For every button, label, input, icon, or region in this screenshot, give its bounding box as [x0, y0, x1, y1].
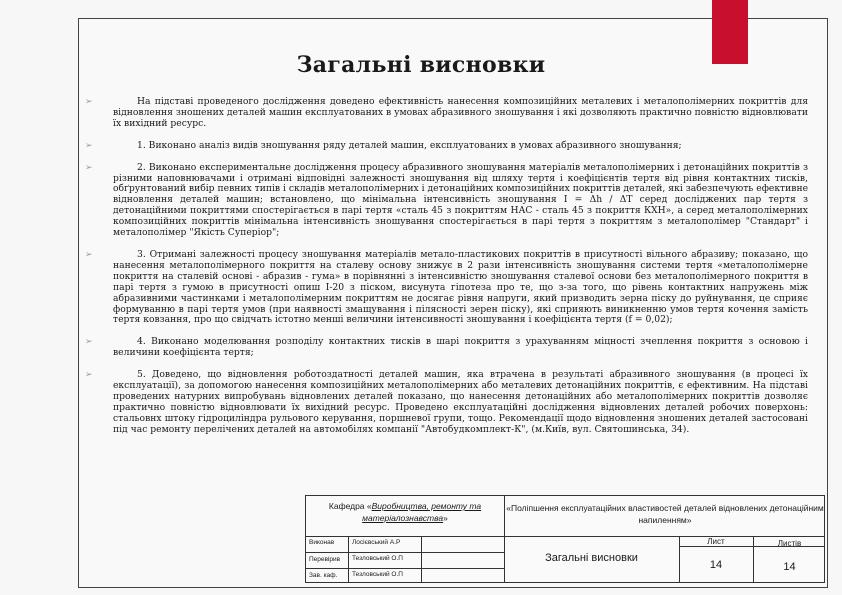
stamp-divider — [306, 568, 504, 569]
role-performed: Виконав — [309, 539, 335, 546]
paragraph-conclusion-5: ➢ 5. Доведено, що відновлення роботоздатності деталей машин, яка втрачена в результаті абразивного зношування (в процесі їх експлуатації), за допомогою нанесення композиційних металополімерних або металевих детонаційних покриттів, є ефективним. На підставі проведених натурних випробувань відновлених деталей показано, що нанесення детонаційних або металополімерних покриттів дозволяє практично повністю відновлювати їх вихідний ресурс. Проведено експлуатаційні дослідження відновлених деталей робочих поверхонь: стальовнх штоку гідроциліндра рульового керування, поршневої групи, тощо. Рекомендації щодо відновлення зношених деталей застосовані під час ремонту перелічених деталей на автомобілях компанії "Автобудкомплект-К", (м.Київ, вул. Святошинська, 34). — [85, 369, 808, 435]
bullet-icon: ➢ — [85, 249, 93, 260]
sheet-title: Загальні висновки — [545, 552, 638, 564]
name-checked: Тезловський О.П — [352, 555, 403, 562]
paragraph-conclusion-1: ➢ 1. Виконано аналіз видів зношування ряду деталей машин, експлуатованих в умовах абразивного зношування; — [85, 139, 682, 151]
project-title: «Поліпшення експлуатаційних властивостей деталей відновлених детонаційним напиленням» — [506, 503, 824, 525]
name-performed: Лосієвський А.Р — [352, 539, 401, 546]
paragraph-conclusion-4: ➢ 4. Виконано моделювання розподілу контактних тисків в шарі покриття з урахуванням міцності зчеплення покриття з основою і величини коефіцієнта тертя; — [85, 336, 808, 359]
role-checked: Перевірив — [309, 556, 341, 563]
paragraph-conclusion-2: ➢ 2. Виконано експериментальне дослідження процесу абразивного зношування матеріалів металополімерних і детонаційних покриттів з різними наповнювачами і отримані відповідні залежності зношування від шляху тертя і коефіцієнтів тертя від рівня контактних тисків, обґрунтований вибір певних типів і складів металополімерних і детонаційних композиційних покриттів деталей, які забезпечують ефективне відновлення деталей машин; встановлено, що мінімальна інтенсивність зношування І = Δh / ΔТ серед досліджених пар тертя з детонаційними покриттями спостерігається в парі тертя «сталь 45 з покриттям НАС - сталь 45 з покриття КХН», а серед металополімерних композиційних покриттів мінімальна інтенсивність зношування спостерігається в парі тертя з покриттям з металополімер "Стандарт" і металополімер "Якість Суперіор"; — [85, 161, 808, 239]
bullet-icon: ➢ — [85, 370, 93, 381]
page-title: Загальні висновки — [296, 52, 546, 78]
role-head: Зав. каф. — [309, 572, 338, 579]
bullet-icon: ➢ — [85, 97, 93, 107]
title-block-stamp — [305, 495, 825, 583]
bullet-icon: ➢ — [85, 162, 93, 173]
department-label: Кафедра «Виробництва, ремонту та матеріалознавства» — [328, 501, 482, 523]
sheet-number: 14 — [709, 559, 723, 571]
stamp-divider — [306, 552, 504, 553]
paragraph-intro: ➢ На підставі проведеного дослідження доведено ефективність нанесення композиційних металевих і металополімерних покриттів для відновлення зношених деталей машин експлуатованих в умовах абразивного зношування і які дозволяють практично повністю відновлювати їх вихідний ресурс. — [85, 96, 808, 129]
sheets-label: Листів — [777, 539, 802, 548]
name-head: Тезловський О.П — [352, 571, 403, 578]
bullet-icon: ➢ — [85, 337, 93, 348]
paragraph-conclusion-3: ➢ 3. Отримані залежності процесу зношування матеріалів метало-пластикових покриттів в присутності вільного абразиву; показано, що нанесення металополімерного покриття на сталеву основу знижує в 2 рази інтенсивність зношування системи тертя «металополімерне покриття на сталевій основі - абразив - гума» в порівнянні з інтенсивністю зношування сталевої основи без металополімерного покриття в парі тертя з гумою в присутності опиш І-20 з піском, висунута гіпотеза про те, що з-за того, що рівень контактних напружень між абразивними частинками і металополімерним покриттям не досягає рівня напруги, який призводить зерна піску до руйнування, це сприяє формуванню в парі тертя умов (при наявності змащування і пілясності зерен піску), які сприяють виникненню умов тертя кочення замість тертя ковзання, про що свідчать істотно менші величини інтенсивності зношування і коефіцієнта тертя (f = 0,02); — [85, 248, 808, 326]
sheet-label: Лист — [707, 537, 725, 546]
stamp-divider — [348, 536, 349, 582]
stamp-divider — [421, 536, 422, 582]
bullet-icon: ➢ — [85, 140, 93, 151]
department-name: Виробництва, ремонту та матеріалознавства — [362, 501, 482, 523]
conclusions-body — [85, 96, 808, 447]
sheets-total: 14 — [783, 561, 796, 573]
